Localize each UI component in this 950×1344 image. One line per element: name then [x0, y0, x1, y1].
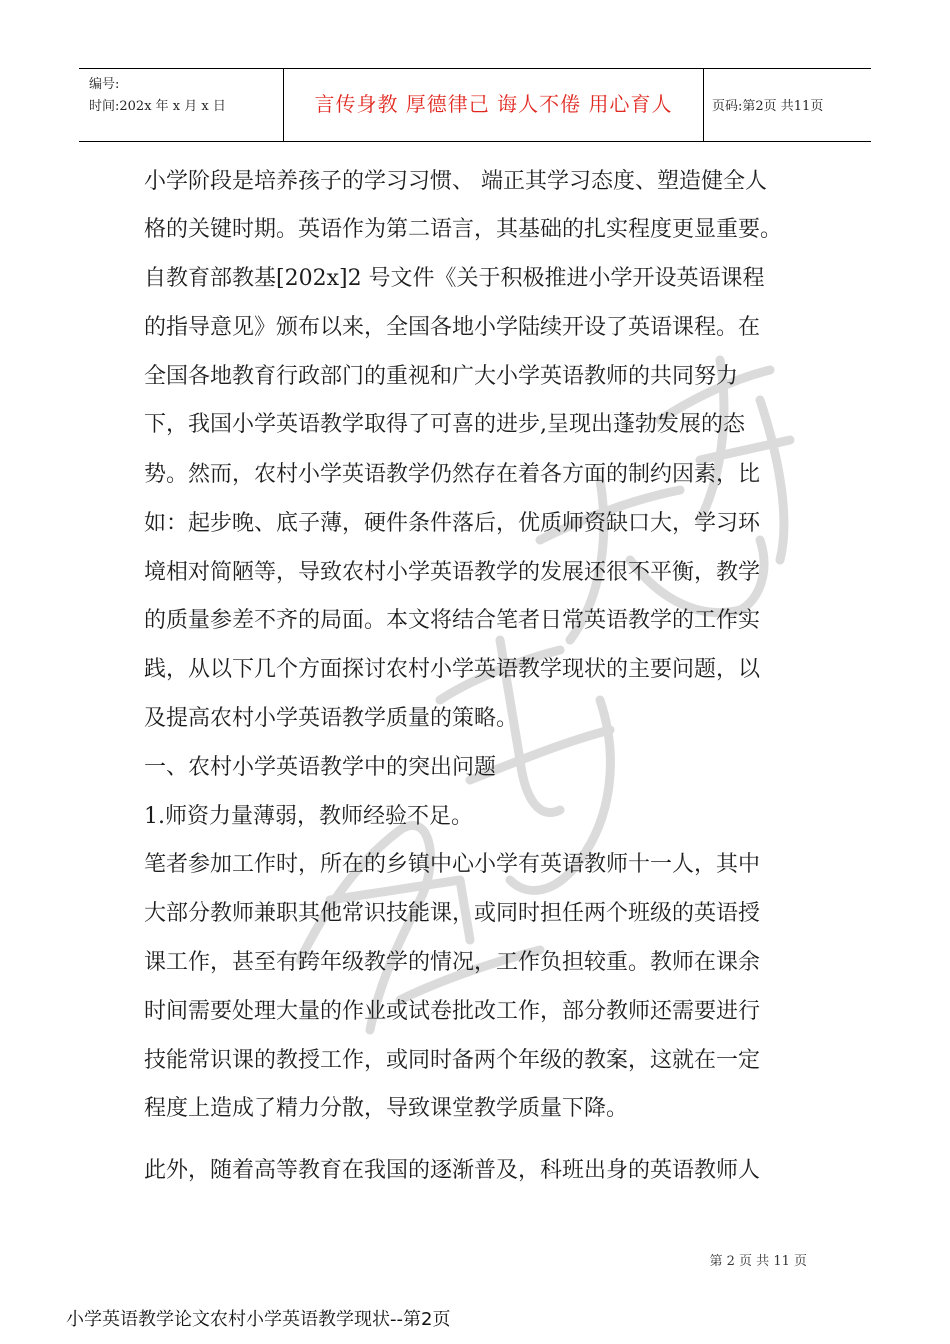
body-line-7: 势。然而，农村小学英语教学仍然存在着各方面的制约因素，比 — [144, 462, 761, 487]
body-line-11: 践，从以下几个方面探讨农村小学英语教学现状的主要问题，以 — [144, 657, 761, 682]
header-motto: 言传身教 厚德律己 诲人不倦 用心育人 — [314, 92, 673, 116]
subsection-heading: 1.师资力量薄弱，教师经验不足。 — [144, 804, 473, 829]
footer-doc-title: 小学英语教学论文农村小学英语教学现状--第2页 — [66, 1309, 451, 1330]
body-line-12: 及提高农村小学英语教学质量的策略。 — [144, 706, 519, 731]
header-number-label: 编号: — [89, 77, 120, 92]
body-line-1: 小学阶段是培养孩子的学习习惯、 端正其学习态度、塑造健全人 — [144, 169, 767, 194]
body-line-19: 技能常识课的教授工作，或同时备两个年级的教案，这就在一定 — [144, 1048, 761, 1073]
body-line-10: 的质量参差不齐的局面。本文将结合笔者日常英语教学的工作实 — [144, 608, 761, 633]
footer-page-number: 第 2 页 共 11 页 — [709, 1254, 807, 1269]
body-line-21: 此外，随着高等教育在我国的逐渐普及，科班出身的英语教师人 — [144, 1158, 761, 1183]
body-line-2: 格的关键时期。英语作为第二语言，其基础的扎实程度更显重要。 — [144, 217, 783, 242]
header-time-label: 时间:202x 年 x 月 x 日 — [89, 99, 226, 114]
body-line-16: 大部分教师兼职其他常识技能课，或同时担任两个班级的英语授 — [144, 901, 761, 926]
body-line-18: 时间需要处理大量的作业或试卷批改工作，部分教师还需要进行 — [144, 999, 761, 1024]
section-heading: 一、农村小学英语教学中的突出问题 — [144, 755, 497, 780]
body-line-5: 全国各地教育行政部门的重视和广大小学英语教师的共同努力 — [144, 364, 739, 389]
body-line-20: 程度上造成了精力分散，导致课堂教学质量下降。 — [144, 1096, 629, 1121]
body-line-4: 的指导意见》颁布以来，全国各地小学陆续开设了英语课程。在 — [144, 315, 761, 340]
header-page-code: 页码:第2页 共11页 — [712, 99, 824, 114]
body-line-6: 下，我国小学英语教学取得了可喜的进步,呈现出蓬勃发展的态 — [144, 412, 745, 437]
body-line-9: 境相对简陋等，导致农村小学英语教学的发展还很不平衡，教学 — [144, 560, 761, 585]
body-line-17: 课工作，甚至有跨年级教学的情况，工作负担较重。教师在课余 — [144, 950, 761, 975]
body-line-15: 笔者参加工作时，所在的乡镇中心小学有英语教师十一人，其中 — [144, 852, 761, 877]
body-line-8: 如：起步晚、底子薄，硬件条件落后，优质师资缺口大，学习环 — [144, 511, 761, 536]
body-line-3: 自教育部教基[202x]2 号文件《关于积极推进小学开设英语课程 — [144, 266, 765, 291]
